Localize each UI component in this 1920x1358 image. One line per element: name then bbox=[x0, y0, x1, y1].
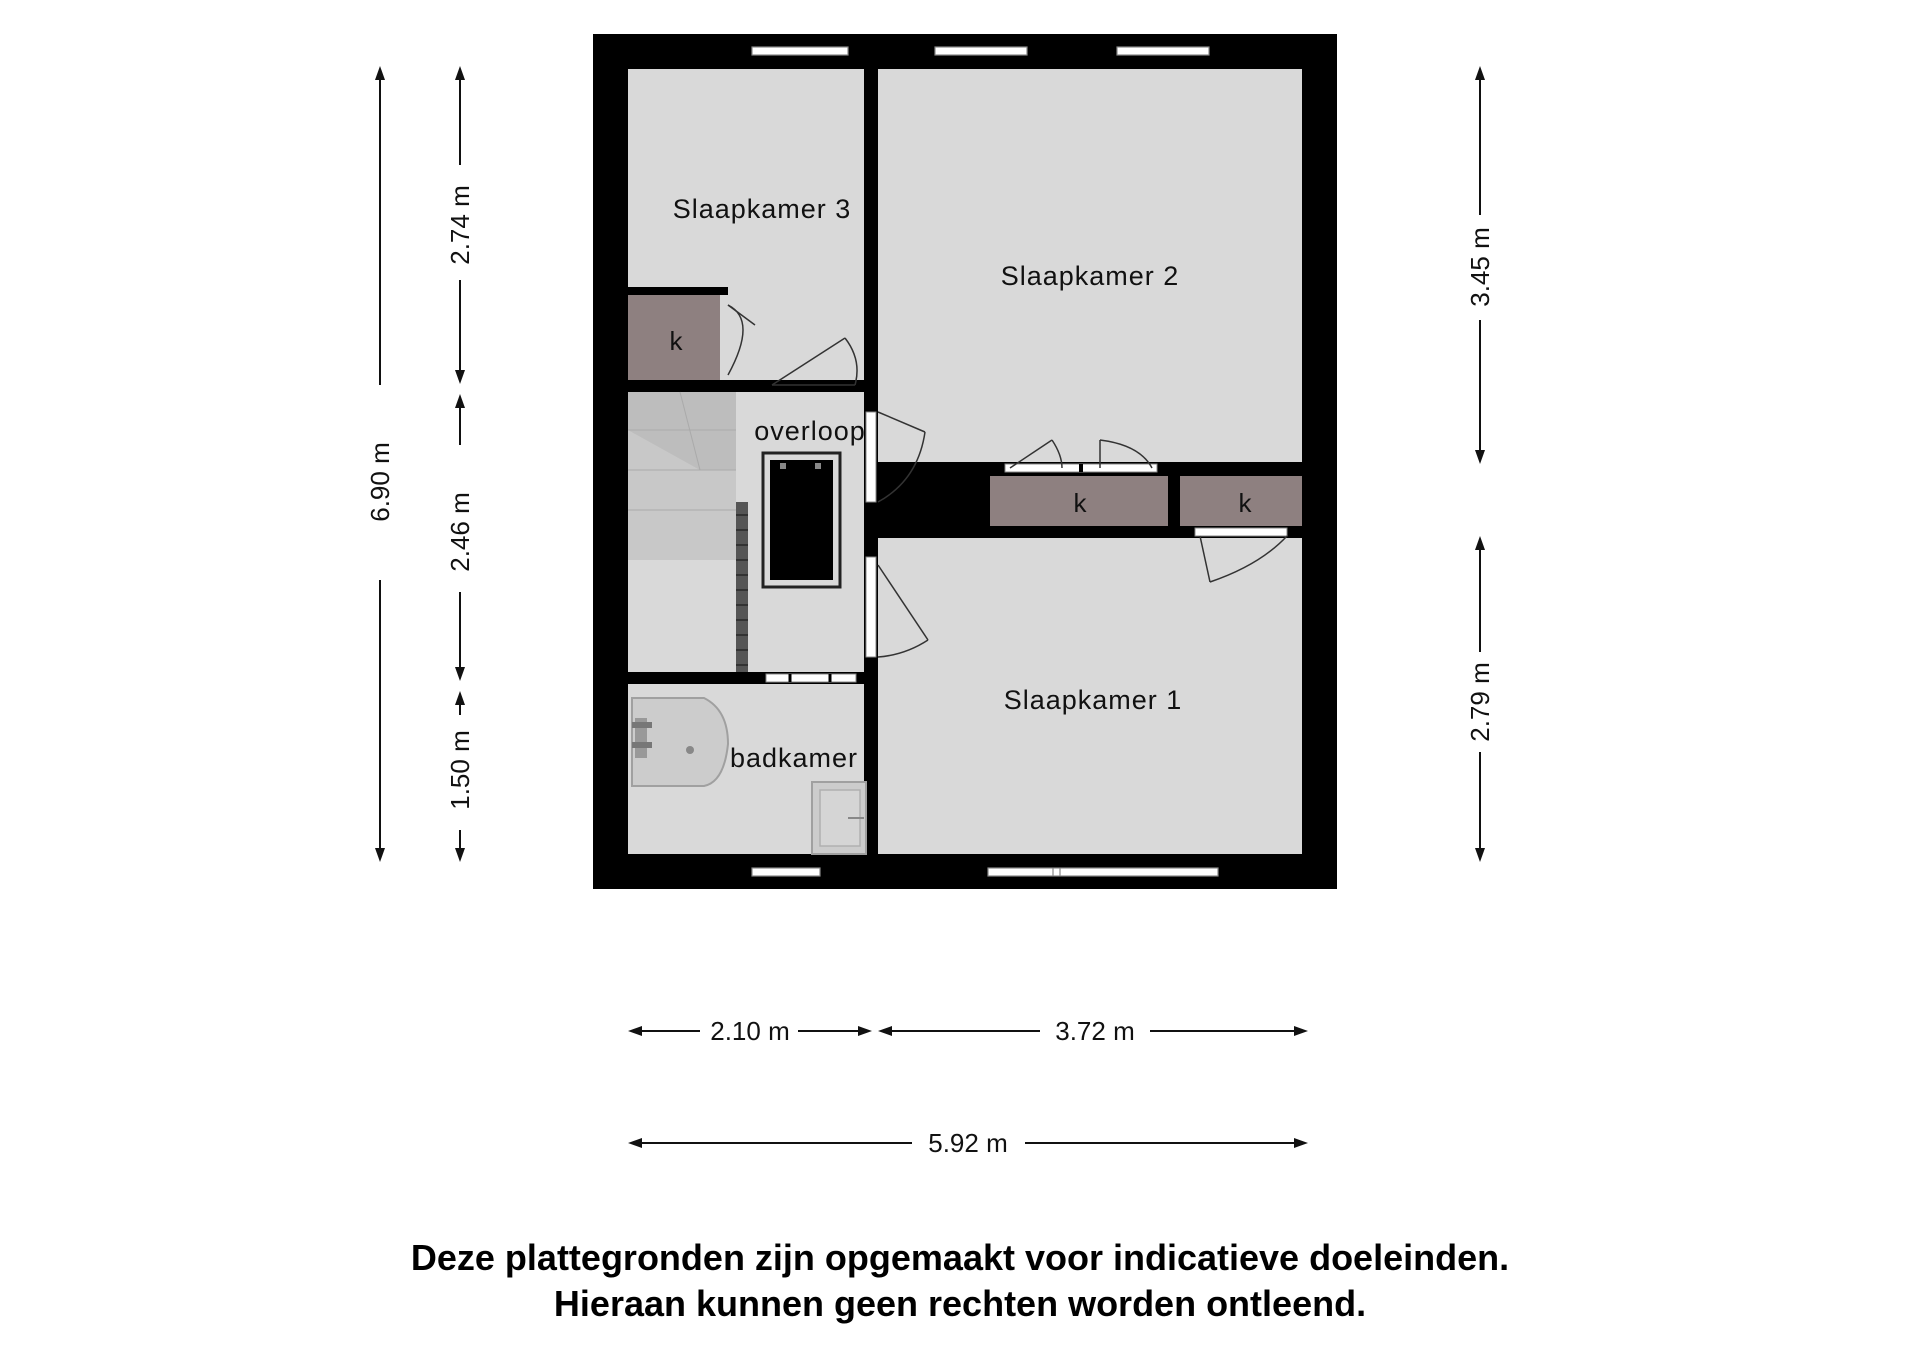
stair-opening-fill bbox=[770, 460, 833, 580]
label-bedroom1: Slaapkamer 1 bbox=[1003, 685, 1183, 715]
disclaimer bbox=[0, 1235, 1920, 1327]
stair-railing bbox=[736, 502, 748, 672]
door-gap-landing-bedroom1 bbox=[866, 557, 876, 657]
window-bottom-bedroom1 bbox=[988, 868, 1218, 876]
dim-right-width-label: 3.72 m bbox=[1055, 1016, 1135, 1046]
window-top-bedroom2-right bbox=[1117, 47, 1209, 55]
landing-top-wall bbox=[628, 380, 864, 392]
disclaimer-line-1: Deze plattegronden zijn opgemaakt voor indicatieve doeleinden. bbox=[410, 1237, 1510, 1278]
disclaimer-line-2: Hieraan kunnen geen rechten worden ontleend. bbox=[553, 1283, 1367, 1324]
window-top-bedroom2-left bbox=[935, 47, 1027, 55]
door-gap-landing-bedroom2 bbox=[866, 412, 876, 502]
window-top-bedroom3 bbox=[752, 47, 848, 55]
opening-mark bbox=[780, 463, 786, 469]
closet-right-door-gap bbox=[1195, 528, 1287, 536]
opening-mark bbox=[815, 463, 821, 469]
closet-left-wall bbox=[628, 287, 728, 295]
label-closet-left: k bbox=[669, 326, 683, 356]
floor-bedroom3 bbox=[628, 69, 864, 289]
label-bathroom: badkamer bbox=[729, 743, 859, 773]
shower-icon bbox=[632, 698, 728, 786]
label-closet-right: k bbox=[1238, 488, 1252, 518]
bedroom3-lower bbox=[728, 289, 864, 380]
dim-bathroom-height-label: 1.50 m bbox=[445, 730, 475, 810]
label-closet-middle: k bbox=[1073, 488, 1087, 518]
dim-left-width-label: 2.10 m bbox=[710, 1016, 790, 1046]
closet-left-door-gap bbox=[720, 295, 728, 380]
dim-total-width-label: 5.92 m bbox=[928, 1128, 1008, 1158]
dim-total-height-label: 6.90 m bbox=[365, 442, 395, 522]
dim-bedroom1-height-label: 2.79 m bbox=[1465, 662, 1495, 742]
dim-landing-height-label: 2.46 m bbox=[445, 492, 475, 572]
label-bedroom2: Slaapkamer 2 bbox=[1000, 261, 1180, 291]
dim-bedroom3-height-label: 2.74 m bbox=[445, 185, 475, 265]
sink-icon bbox=[812, 782, 866, 854]
window-bottom-bathroom bbox=[752, 868, 820, 876]
label-bedroom3: Slaapkamer 3 bbox=[672, 194, 852, 224]
dim-bedroom2-height-label: 3.45 m bbox=[1465, 227, 1495, 307]
label-landing: overloop bbox=[754, 416, 866, 446]
bathroom-door-gap bbox=[766, 674, 856, 682]
